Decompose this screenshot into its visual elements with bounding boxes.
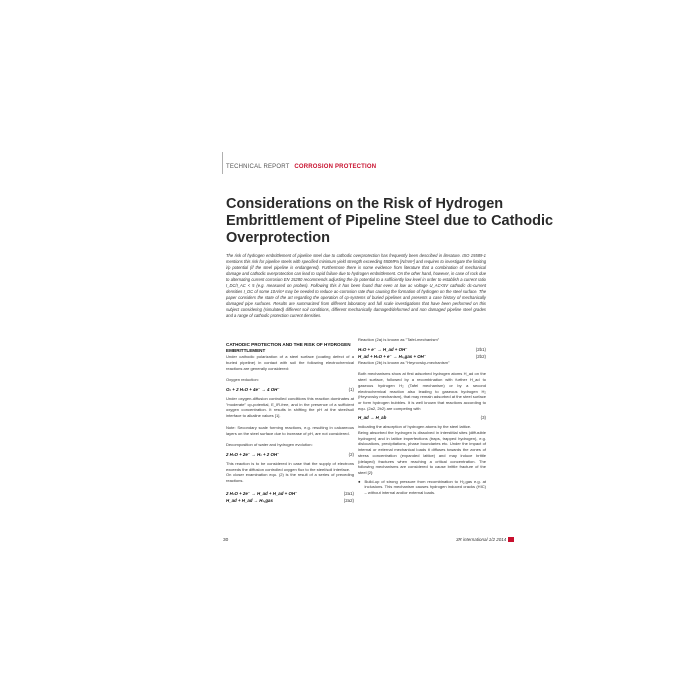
header-section: CORROSION PROTECTION	[294, 164, 377, 170]
section-header	[226, 164, 376, 170]
header-category: TECHNICAL REPORT	[226, 164, 290, 170]
equation-2b2-number: (2b2)	[475, 353, 486, 359]
absorption-paragraph: indicating the absorption of hydrogen atoms by the steel lattice.	[358, 424, 472, 430]
bullet-icon: ●	[358, 478, 361, 484]
heyrovsky-paragraph: Reaction (2b) is known as "Heyrovsky-mechanism"	[358, 359, 450, 365]
footer-issue: 3R international 1/2 2014	[456, 537, 507, 542]
bullet-text: Build-up of strong pressure from recombination to H₂,gas e.g. at inclusions. This mechanism causes hydrogen induced cracks (HIC) – without internal and/or external loads.	[364, 478, 486, 496]
equation-1	[226, 386, 354, 393]
page-number: 30	[223, 538, 229, 543]
equation-2	[226, 451, 354, 458]
equation-2a1-body: 2 H₂O + 2e⁻ → H_ad + H_ad + OH⁻	[226, 490, 298, 496]
right-column	[358, 337, 486, 496]
equation-1-number: (1)	[348, 387, 354, 392]
equation-2-number: (2)	[348, 451, 354, 457]
brand-logo-icon	[508, 537, 514, 542]
equation-2a2-number: (2a2)	[343, 497, 354, 503]
equation-3-number: (3)	[480, 415, 486, 421]
equation-2a2	[226, 497, 354, 504]
equation-2b1-body: H₂O + e⁻ → H_ad + OH⁻	[358, 346, 408, 352]
paper-title: Considerations on the Risk of Hydrogen Embrittlement of Pipeline Steel due to Cathodic Overprotection	[226, 196, 554, 246]
list-item	[358, 479, 486, 496]
section-heading: CATHODIC PROTECTION AND THE RISK OF HYDROGEN EMBRITTLEMENT	[226, 342, 351, 353]
equation-2b1-number: (2b1)	[475, 346, 486, 352]
abstract: The risk of hydrogen embrittlement of pipeline steel due to cathodic overprotection has frequently been described in literature. ISO 15589-1 mentions this risk for pipeline steels with specified minimum yield strength exceeding 550MPa [N/mm²] and requires to investigate the limiting i/p potential (if the steel pipeline is endangered). Furthermore there is some evidence from literature that a combination of mechanical damage and cathodic overprotection can lead to rapid failure due to hydrogen embrittlement. On the other hand, however, in case of rock due to alternating current corrosion EN 15280 recommends adjusting the i/p potential to a sufficiently low level in order to establish a current ratio I_DC/I_AC < 5 (e.g. measured on probes). Following this it has been found that even at low ac voltage U_AC<5V cathodic dc-current densities I_DC of some 10A/m² may be needed to reduce ac-corrosion rate thus causing the formation of hydrogen on the steel surface. The paper considers the state of the art regarding the operation of cp-systems of buried pipelines and presents a case history of mechanically damaged pipe surfaces. Results are summarized from different laboratory and full scale investigations that have been performed on this subject considering (simulated) different soil conditions, different mechanically damaged/deformed and non damaged pipeline steel grades and a range of cathodic protection current densities.	[226, 253, 486, 319]
tafel-intro: Reaction (2a) is known as "Tafel-mechanism"	[358, 337, 440, 342]
closer-paragraph: On closer examination equ. (2) is the result of a series of preceding reactions.	[226, 472, 354, 484]
left-column	[226, 342, 354, 504]
equation-3	[358, 414, 486, 421]
equation-2b2	[358, 353, 486, 360]
equation-2a1-number: (2a1)	[343, 490, 354, 496]
mechanisms-paragraph: Both mechanisms show at first adsorbed hydrogen atoms H_ad on the steel surface, followed by a recombination with further H_ad to gaseous hydrogen H₂ (Tafel mechanism) or by a second electrochemical reaction also leading to gaseous hydrogen H₂ (Heyrovsky mechanism), that may remain adsorbed at the steel surface or form hydrogen bubbles. It is well known that reactions according to equ. (2a2, 2b2) are competing with	[358, 371, 486, 411]
header-rule	[222, 152, 223, 174]
equation-2a1	[226, 490, 354, 497]
intro-paragraph: Under cathodic polarization of a steel surface (coating defect of a buried pipeline) in contact with soil the following electrochemical reactions are generally considered:	[226, 354, 354, 371]
footer	[456, 537, 514, 542]
trapping-paragraph: Being absorbed the hydrogen is dissolved in interstitial sites (diffusible hydrogen) and in lattice imperfections (traps, trapped hydrogen), e.g. dislocations, precipitations, phase boundaries etc. Under the impact of internal or external mechanical loads it diffuses towards the zones of stress concentration (expanded lattice) and may induce brittle (delayed) fractures when reaching a critical concentration. The following mechanisms are considered to cause brittle fracture of the steel [2]:	[358, 430, 486, 475]
water-paragraph: This reaction is to be considered in case that the supply of electrons exceeds the diffusion controlled oxygen flux to the steel/soil interface.	[226, 460, 354, 472]
equation-3-body: H_ad → H_ab	[358, 415, 387, 421]
equation-2-body: 2 H₂O + 2e⁻ → H₂ + 2 OH⁻	[226, 451, 280, 457]
water-label: Decomposition of water and hydrogen evolution:	[226, 442, 313, 448]
equation-2a2-body: H_ad + H_ad → H₂,gas	[226, 497, 273, 503]
note-paragraph: Note: Secondary scale forming reactions, e.g. resulting in calcareous layers on the steel surface due to increase of pH, are not considered.	[226, 424, 354, 436]
oxygen-label: Oxygen reduction:	[226, 377, 259, 383]
oxygen-paragraph: Under oxygen-diffusion controlled conditions this reaction dominates at "moderate" cp-potential, E_IR-free, and in the presence of a sufficient oxygen concentration. It results in shifting the pH at the steel/soil interface to alkaline values [1].	[226, 396, 354, 419]
equation-1-body: O₂ + 2 H₂O + 4e⁻ → 4 OH⁻	[226, 387, 280, 392]
equation-2b2-body: H_ad + H₂O + e⁻ → H₂,gas + OH⁻	[358, 353, 427, 359]
equation-2b1	[358, 346, 486, 353]
